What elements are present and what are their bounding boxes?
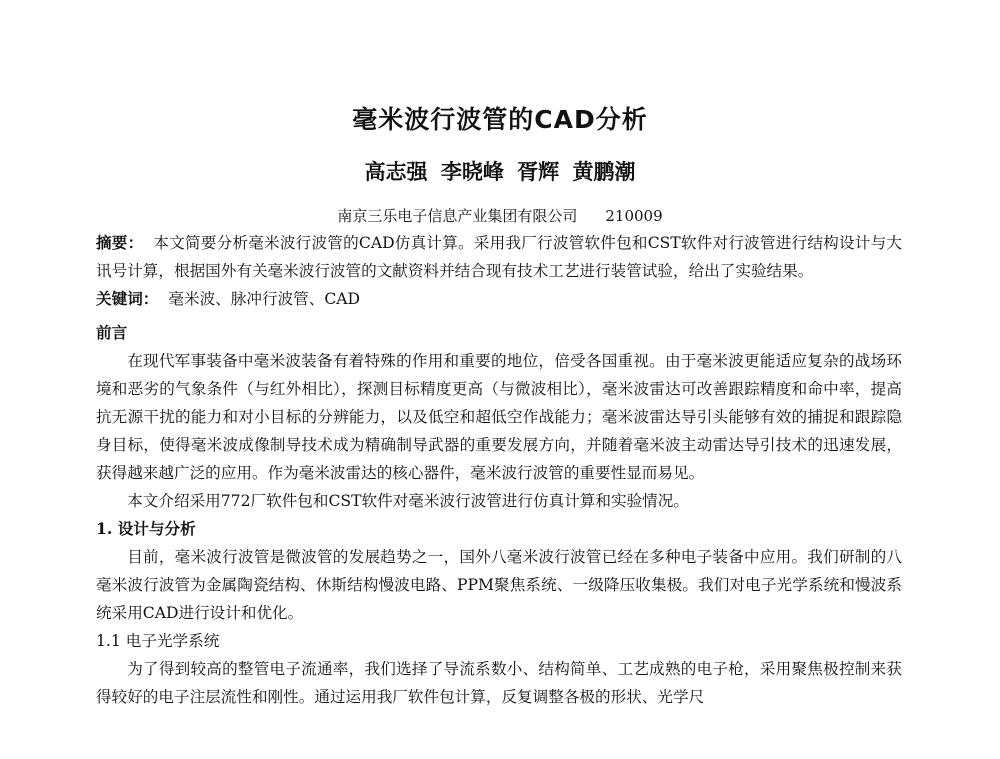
abstract	[96, 229, 902, 285]
keywords-label: 关键词：	[96, 289, 159, 308]
preface-paragraph-1: 在现代军事装备中毫米波装备有着特殊的作用和重要的地位，倍受各国重视。由于毫米波更能适应复杂的战场环境和恶劣的气象条件（与红外相比），探测目标精度更高（与微波相比），毫米波雷达可改善跟踪精度和命中率，提高抗无源干扰的能力和对小目标的分辨能力，以及低空和超低空作战能力；毫米波雷达导引头能够有效的捕捉和跟踪隐身目标，使得毫米波成像制导技术成为精确制导武器的重要发展方向，并随着毫米波主动雷达导引技术的迅速发展，获得越来越广泛的应用。作为毫米波雷达的核心器件，毫米波行波管的重要性显而易见。	[96, 352, 902, 482]
paper-body	[96, 229, 902, 711]
abstract-text: 本文简要分析毫米波行波管的CAD仿真计算。采用我厂行波管软件包和CST软件对行波管进行结构设计与大讯号计算，根据国外有关毫米波行波管的文献资料并结合现有技术工艺进行装管试验，给出了实验结果。	[96, 234, 902, 280]
preface-heading: 前言	[96, 323, 128, 342]
affiliation-line	[0, 205, 1000, 226]
affiliation: 南京三乐电子信息产业集团有限公司	[337, 207, 578, 225]
keywords-text: 毫米波、脉冲行波管、CAD	[168, 290, 361, 308]
section-1-paragraph-1: 目前，毫米波行波管是微波管的发展趋势之一，国外八毫米波行波管已经在多种电子装备中应用。我们研制的八毫米波行波管为金属陶瓷结构、休斯结构慢波电路、PPM聚焦系统、一级降压收集极。我们对电子光学系统和慢波系统采用CAD进行设计和优化。	[96, 548, 902, 622]
keywords	[96, 285, 902, 313]
postal-code: 210009	[605, 207, 663, 225]
subsection-1-1-paragraph-1: 为了得到较高的整管电子流通率，我们选择了导流系数小、结构简单、工艺成熟的电子枪，采用聚焦极控制来获得较好的电子注层流性和刚性。通过运用我厂软件包计算，反复调整各极的形状、光学尺	[96, 660, 902, 706]
paper-title: 毫米波行波管的CAD分析	[352, 105, 648, 134]
section-1-heading: 1. 设计与分析	[96, 519, 196, 538]
abstract-label: 摘要：	[96, 233, 144, 252]
preface-paragraph-2: 本文介绍采用772厂软件包和CST软件对毫米波行波管进行仿真计算和实验情况。	[127, 492, 689, 510]
author-list: 高志强 李晓峰 胥辉 黄鹏潮	[364, 159, 636, 184]
subsection-1-1-heading: 1.1 电子光学系统	[96, 632, 220, 650]
